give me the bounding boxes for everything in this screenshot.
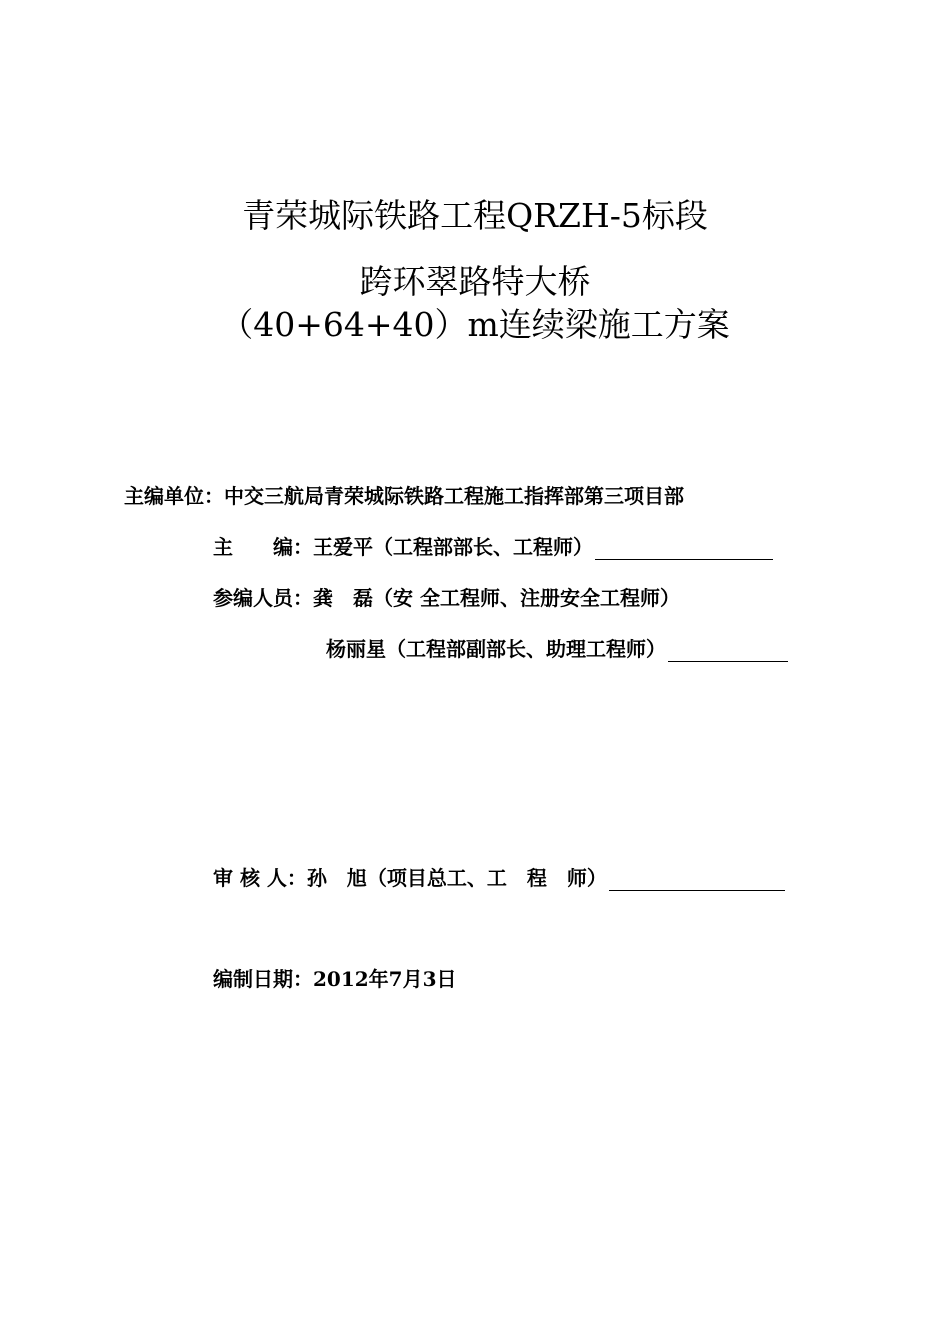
reviewer-row [213, 865, 785, 891]
chief-editor-value: 王爱平（工程部部长、工程师） [313, 535, 593, 559]
reviewer-label: 审 核 人： [213, 866, 307, 890]
participant-2-row [326, 636, 788, 662]
editing-unit-label: 主编单位： [124, 484, 224, 508]
reviewer-value: 孙 旭（项目总工、工 程 师） [306, 866, 607, 890]
compile-date-row [213, 966, 457, 992]
editing-unit-row [124, 483, 684, 509]
compile-date-value: 2012年7月3日 [313, 967, 457, 991]
participant-2-signature-line [668, 639, 788, 662]
participants-row [213, 585, 680, 611]
chief-editor-label: 主 编： [213, 535, 313, 559]
document-subtitle-spec: （40+64+40）m连续梁施工方案 [220, 305, 730, 344]
participants-label: 参编人员： [213, 586, 313, 610]
participant-1-value: 龚 磊（安 全工程师、注册安全工程师） [313, 586, 680, 610]
chief-editor-row [213, 534, 773, 560]
reviewer-signature-line [609, 868, 785, 891]
document-title: 青荣城际铁路工程QRZH-5标段 [242, 196, 708, 235]
document-subtitle: 跨环翠路特大桥 [359, 262, 591, 301]
chief-editor-signature-line [595, 537, 773, 560]
participant-2-value: 杨丽星（工程部副部长、助理工程师） [326, 637, 666, 661]
editing-unit-value: 中交三航局青荣城际铁路工程施工指挥部第三项目部 [224, 484, 684, 508]
compile-date-label: 编制日期： [213, 967, 313, 991]
